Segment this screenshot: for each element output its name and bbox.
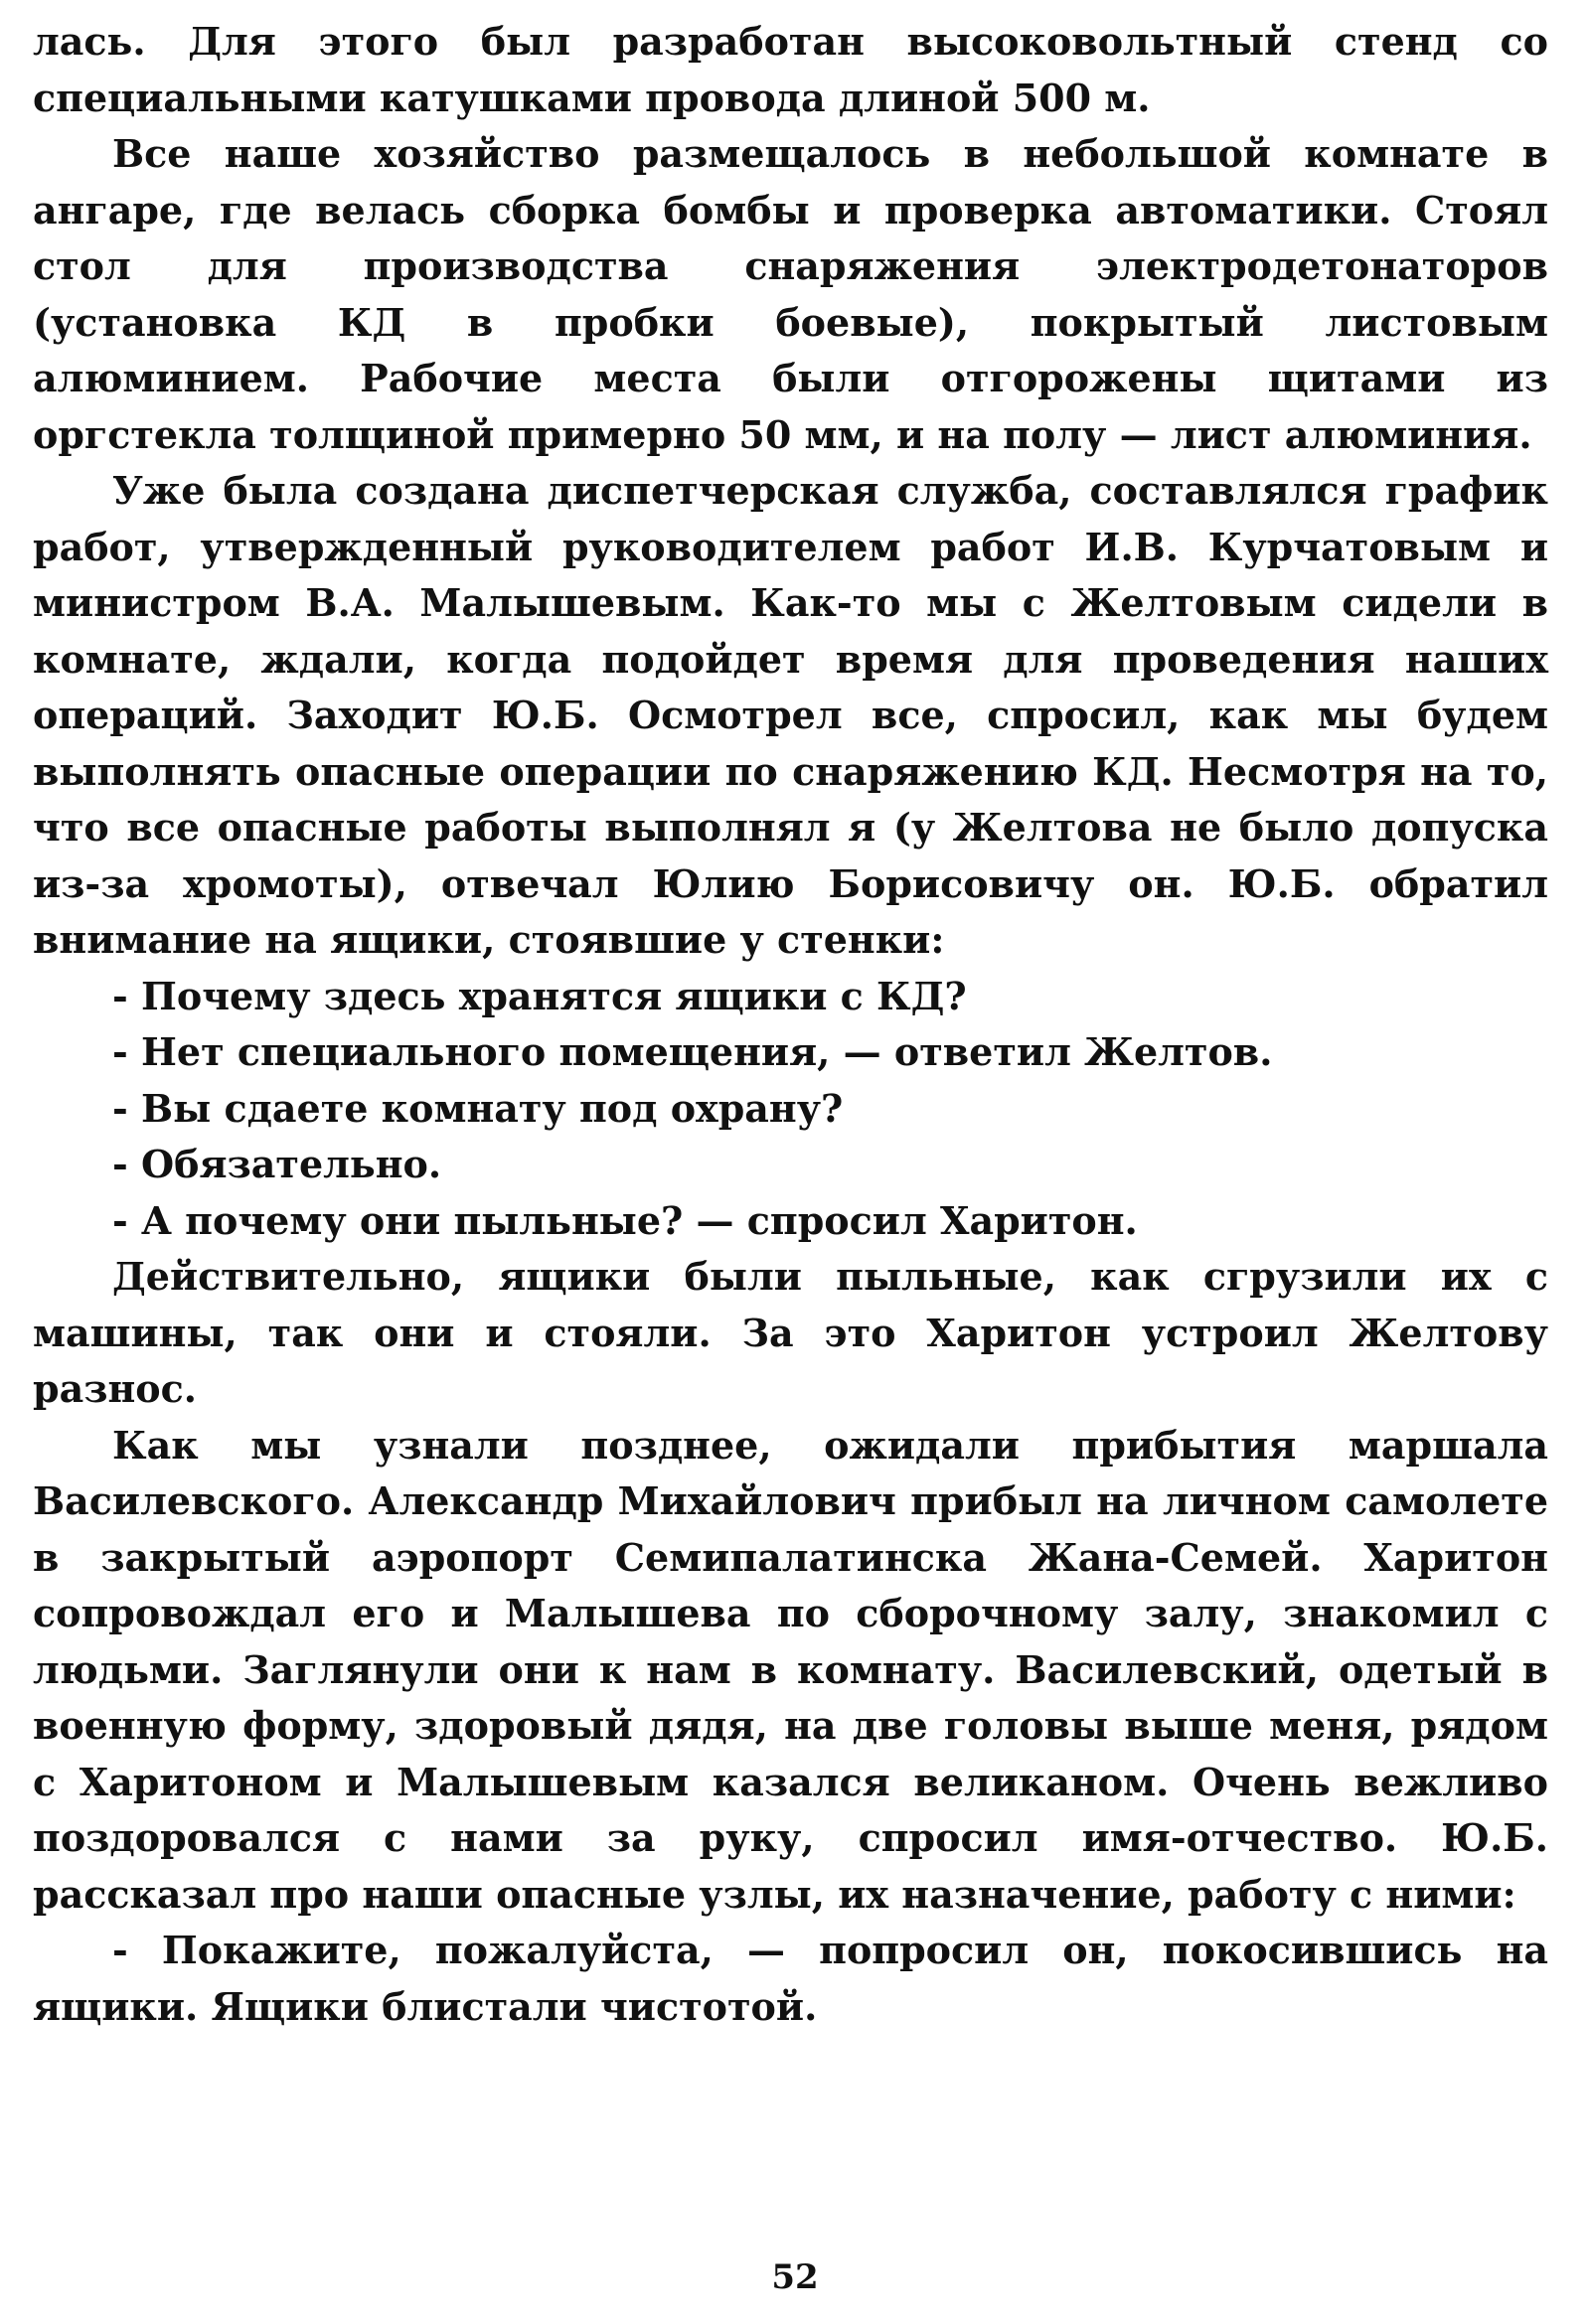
- dialogue-line: - Вы сдаете комнату под охрану?: [112, 1085, 844, 1131]
- paragraph-continuation: лась. Для этого был разработан высоковольтный стенд со специальными катушками провода длиной 500 м.: [33, 19, 1548, 120]
- page-number: 52: [771, 2257, 819, 2297]
- body-text: [33, 14, 1548, 2035]
- paragraph: Как мы узнали позднее, ожидали прибытия маршала Василевского. Александр Михайлович прибыл на личном самолете в закрытый аэропорт Семипалатинска Жана-Семей. Харитон сопровождал его и Малышева по сборочному залу, знакомил с людьми. Заглянули они к нам в комнату. Василевский, одетый в военную форму, здоровый дядя, на две головы выше меня, рядом с Харитоном и Малышевым казался великаном. Очень вежливо поздоровался с нами за руку, спросил имя-отчество. Ю.Б. рассказал про наши опасные узлы, их назначение, работу с ними:: [33, 1422, 1548, 1917]
- dialogue-line: - Обязательно.: [112, 1142, 442, 1186]
- paragraph: Уже была создана диспетчерская служба, составлялся график работ, утвержденный руководителем работ И.В. Курчатовым и министром В.А. Малышевым. Как-то мы с Желтовым сидели в комнате, ждали, когда подойдет время для проведения наших операций. Заходит Ю.Б. Осмотрел все, спросил, как мы будем выполнять опасные операции по снаряжению КД. Несмотря на то, что все опасные работы выполнял я (у Желтова не было допуска из-за хромоты), отвечал Юлию Борисовичу он. Ю.Б. обратил внимание на ящики, стоявшие у стенки:: [33, 468, 1548, 962]
- dialogue-line: - А почему они пыльные? — спросил Харитон.: [112, 1197, 1138, 1243]
- dialogue-line: - Нет специального помещения, — ответил Желтов.: [112, 1029, 1273, 1074]
- paragraph: Действительно, ящики были пыльные, как сгрузили их с машины, так они и стояли. За это Харитон устроил Желтову разнос.: [33, 1254, 1548, 1411]
- paragraph: Все наше хозяйство размещалось в небольшой комнате в ангаре, где велась сборка бомбы и проверка автоматики. Стоял стол для производства снаряжения электродетонаторов (установка КД в пробки боевые), покрытый листовым алюминием. Рабочие места были отгорожены щитами из оргстекла толщиной примерно 50 мм, и на полу — лист алюминия.: [33, 131, 1548, 457]
- dialogue-line: - Покажите, пожалуйста, — попросил он, покосившись на ящики. Ящики блистали чистотой.: [33, 1928, 1548, 2029]
- dialogue-line: - Почему здесь хранятся ящики с КД?: [112, 973, 967, 1018]
